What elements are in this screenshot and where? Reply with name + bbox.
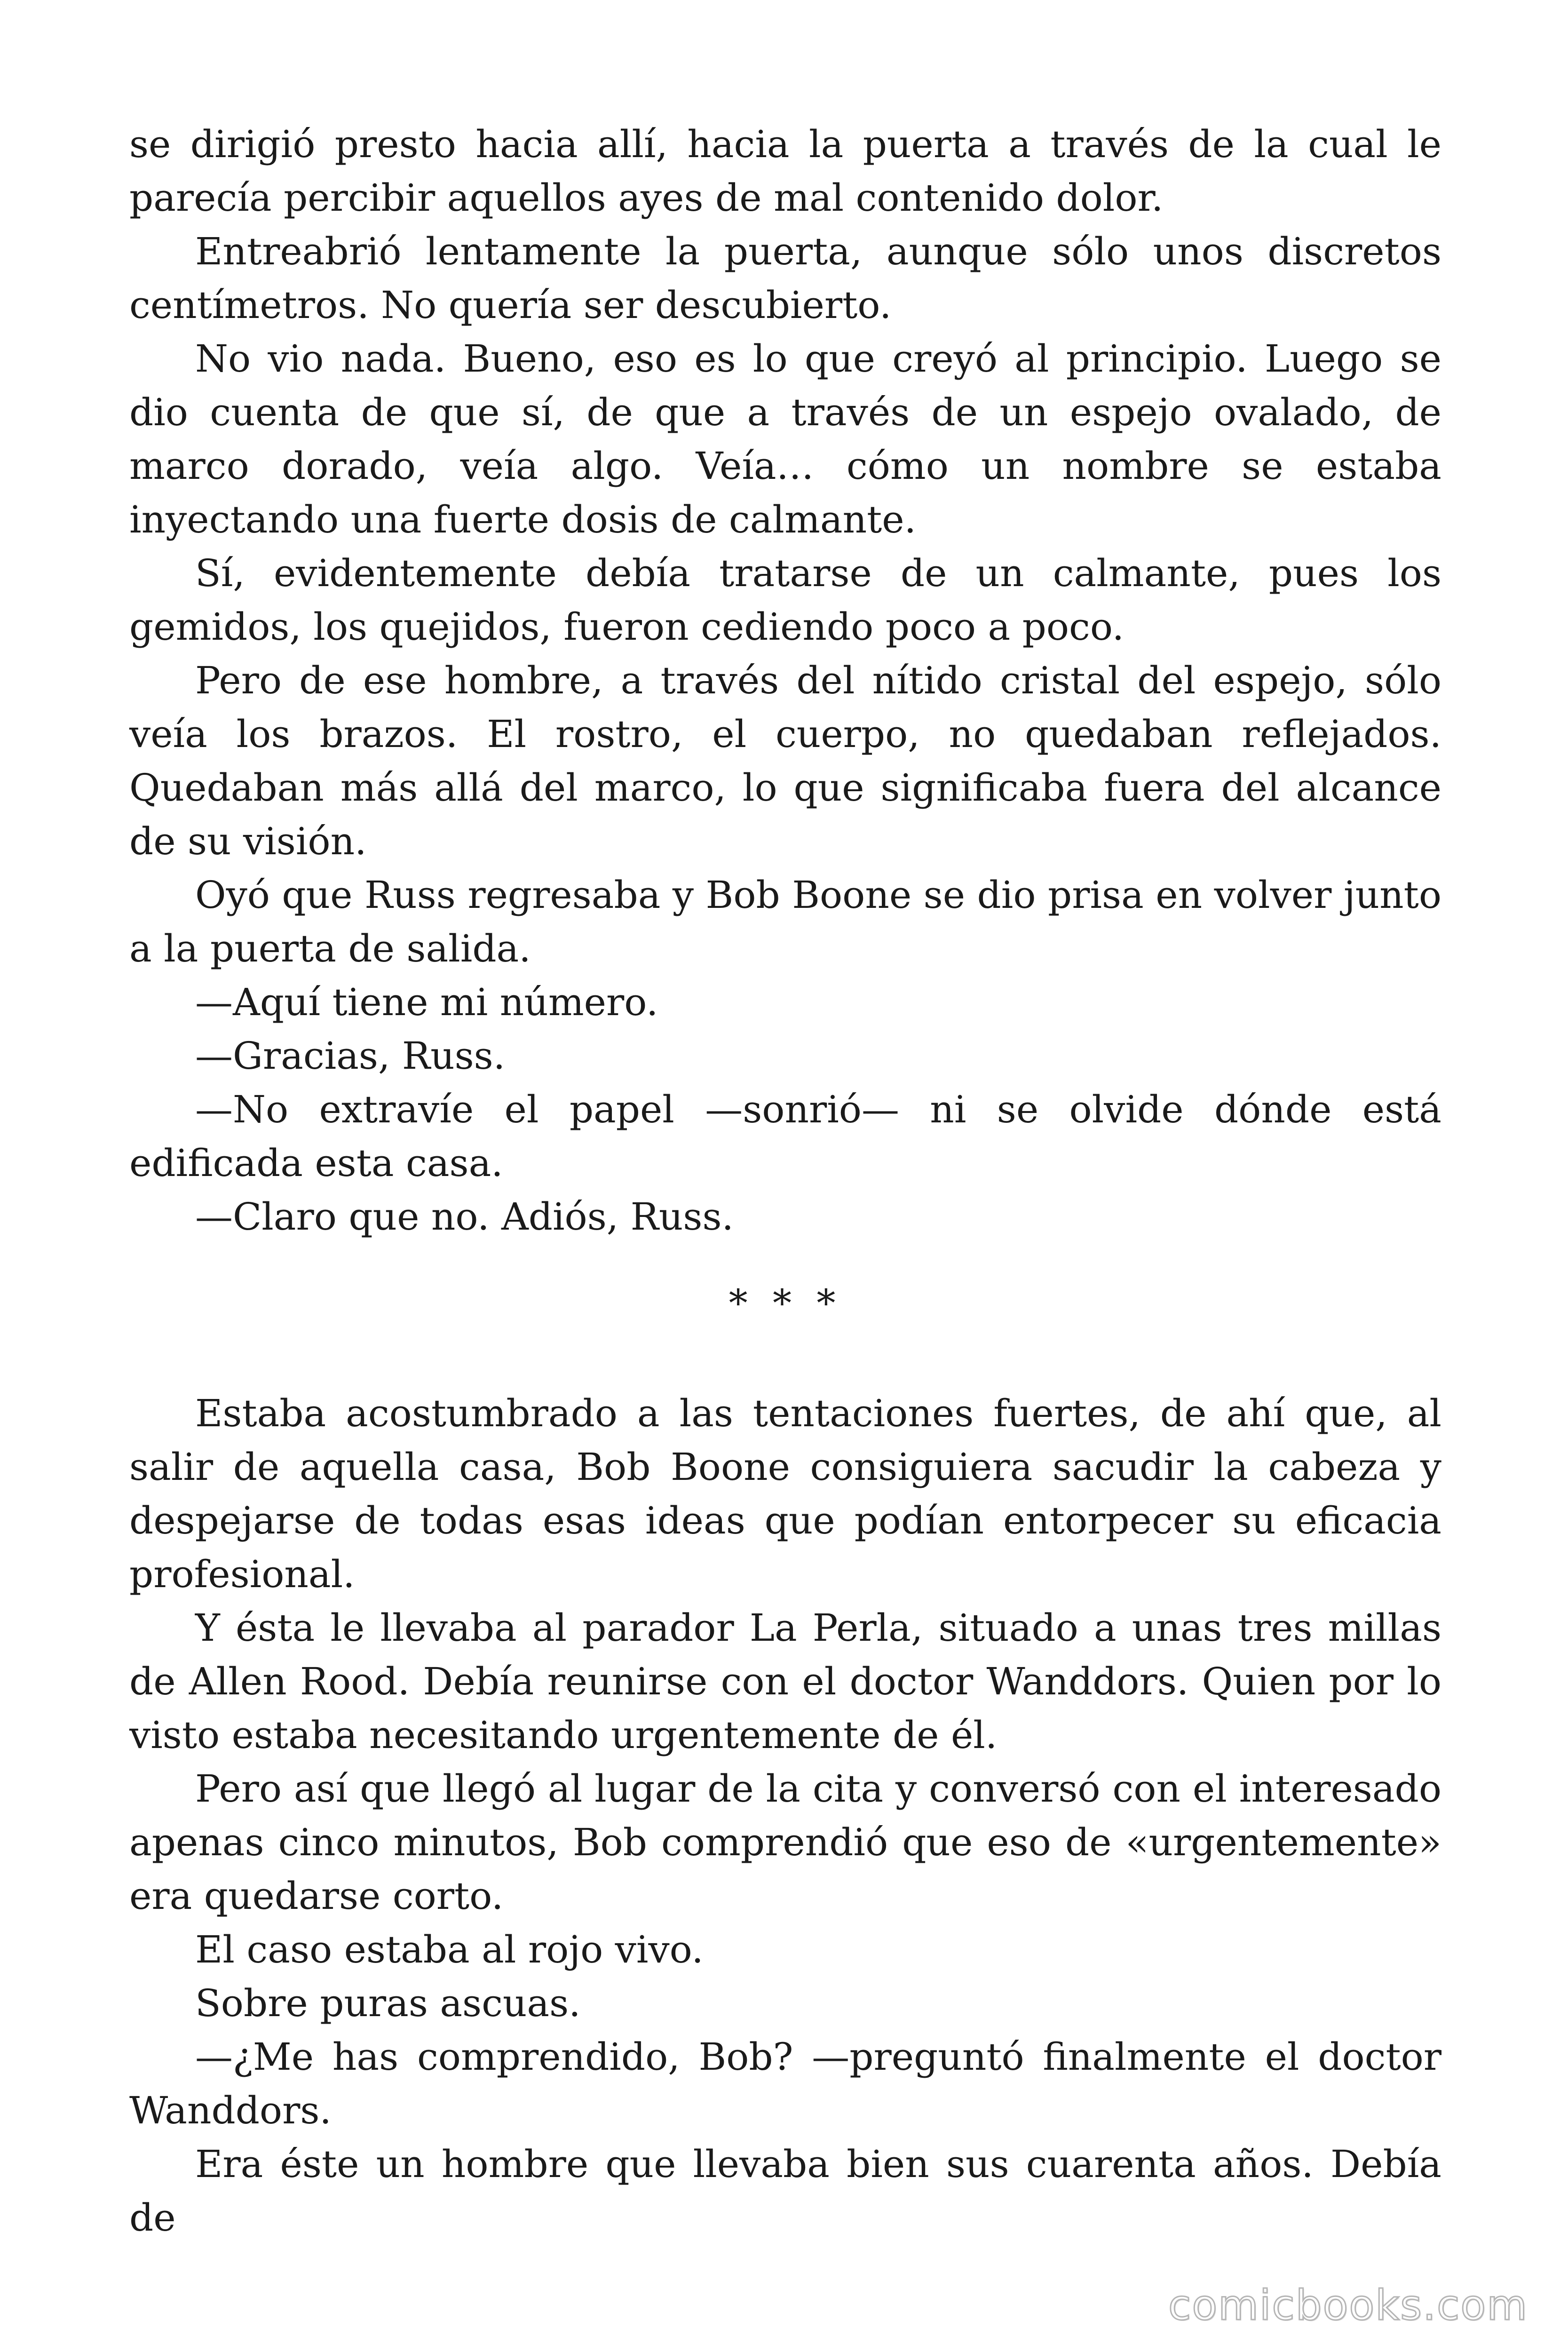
dialogue-line: —¿Me has comprendido, Bob? —preguntó finalmente el doctor Wanddors. [129, 2035, 1441, 2132]
dialogue-line: —No extravíe el papel —sonrió— ni se olvide dónde está edificada esta casa. [129, 1088, 1441, 1185]
paragraph: Pero de ese hombre, a través del nítido cristal del espejo, sólo veía los brazos. El rostro, el cuerpo, no quedaban reflejados. Quedaban más allá del marco, lo que significaba fuera del alcance de su visión. [129, 659, 1441, 863]
paragraph: Y ésta le llevaba al parador La Perla, situado a unas tres millas de Allen Rood. Debía reunirse con el doctor Wanddors. Quien por lo visto estaba necesitando urgentemente de él. [129, 1606, 1441, 1757]
paragraph: Sí, evidentemente debía tratarse de un calmante, pues los gemidos, los quejidos, fueron cediendo poco a poco. [129, 551, 1441, 649]
page-body [129, 118, 1441, 2245]
paragraph: Era éste un hombre que llevaba bien sus cuarenta años. Debía de [129, 2142, 1441, 2240]
paragraph: Sobre puras ascuas. [195, 1981, 581, 2025]
paragraph: Pero así que llegó al lugar de la cita y conversó con el interesado apenas cinco minutos, Bob comprendió que eso de «urgentemente» era quedarse corto. [129, 1767, 1441, 1918]
paragraph: Estaba acostumbrado a las tentaciones fuertes, de ahí que, al salir de aquella casa, Bob Boone consiguiera sacudir la cabeza y despejarse de todas esas ideas que podían entorpecer su eficacia profesional. [129, 1391, 1441, 1596]
watermark: comicbooks.com [1168, 2281, 1528, 2329]
paragraph: El caso estaba al rojo vivo. [195, 1928, 704, 1971]
dialogue-line: —Gracias, Russ. [195, 1034, 506, 1078]
paragraph: se dirigió presto hacia allí, hacia la puerta a través de la cual le parecía percibir aquellos ayes de mal contenido dolor. [129, 122, 1441, 220]
paragraph: Oyó que Russ regresaba y Bob Boone se dio prisa en volver junto a la puerta de salida. [129, 873, 1441, 970]
dialogue-line: —Aquí tiene mi número. [195, 980, 658, 1024]
dialogue-line: —Claro que no. Adiós, Russ. [195, 1195, 734, 1239]
paragraph: No vio nada. Bueno, eso es lo que creyó al principio. Luego se dio cuenta de que sí, de que a través de un espejo ovalado, de marco dorado, veía algo. Veía… cómo un nombre se estaba inyectando una fuerte dosis de calmante. [129, 337, 1441, 541]
scene-break: * * * [729, 1281, 842, 1325]
paragraph: Entreabrió lentamente la puerta, aunque sólo unos discretos centímetros. No quería ser descubierto. [129, 230, 1441, 327]
